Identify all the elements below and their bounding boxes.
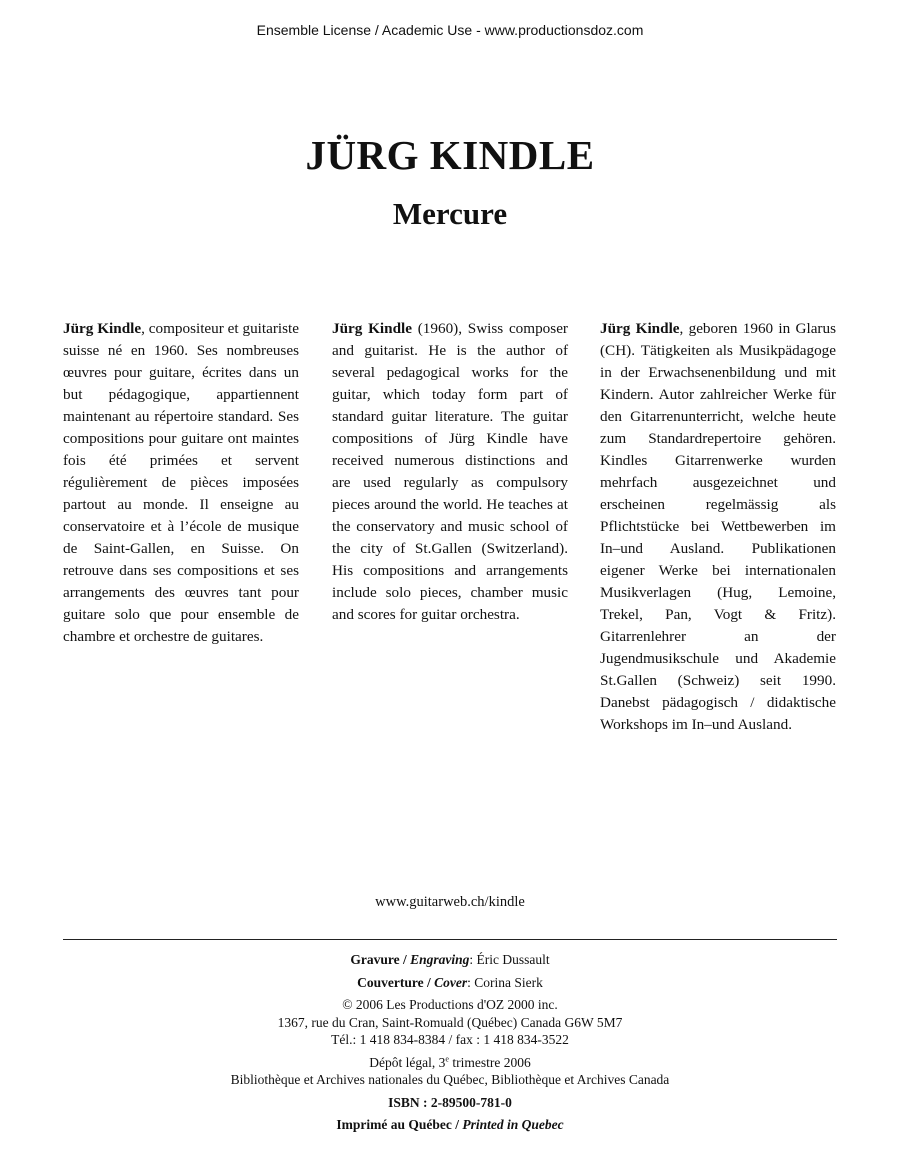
copyright-line: © 2006 Les Productions d'OZ 2000 inc. [342, 997, 558, 1012]
work-title: Mercure [392, 196, 508, 231]
biography-english [332, 318, 568, 626]
publisher-address: 1367, rue du Cran, Saint-Romuald (Québec) Canada G6W 5M7 [277, 1014, 623, 1030]
website-url: www.guitarweb.ch/kindle [375, 894, 525, 910]
legal-deposit: Dépôt légal, 3e trimestre 2006 [369, 1054, 531, 1070]
bio-name: Jürg Kindle [332, 320, 412, 337]
bio-text: (1960), Swiss composer and guitarist. He is the author of several pedagogical works for the guitar, which today form part of standard guitar literature. The guitar compositions of Jürg Kindle have received numerous distinctions and are used regularly as compulsory pieces around the world. He teaches at the conservatory and music school of the city of St.Gallen (Switzerland). His compositions and arrangements include solo pieces, chamber music and scores for guitar orchestra. [332, 320, 568, 623]
bio-text: , geboren 1960 in Glarus (CH). Tätigkeiten als Musikpädagoge in der Erwachsenenbildung und mit Kindern. Autor zahlreicher Werke für den Gitarrenunterricht, welche heute zum Standardrepertoire gehören. Kindles Gitarrenwerke wurden mehrfach ausgezeichnet und erscheinen regelmässig als Pflichtstücke bei Wettbewerben im In–und Ausland. Publikationen eigener Werke bei internationalen Musikverlagen (Hug, Lemoine, Trekel, Pan, Vogt & Fritz). Gitarrenlehrer an der Jugendmusikschule und Akademie St.Gallen (Schweiz) seit 1990. Danebst pädagogisch / didaktische Workshops im In–und Ausland. [600, 320, 836, 733]
printed-in: Imprimé au Québec / Printed in Quebec [336, 1117, 564, 1132]
bio-text: , compositeur et guitariste suisse né en 1960. Ses nombreuses œuvres pour guitare, écrites dans un but pédagogique, appartiennent maintenant au répertoire standard. Ses compositions pour guitare ont maintes fois été primées et servent régulièrement de pièces imposées partout au monde. Il enseigne au conservatoire et à l’école de musique de Saint-Gallen, en Suisse. On retrouve dans ses compositions et ses arrangements des œuvres tant pour guitare solo que pour ensemble de chambre et orchestre de guitares. [63, 320, 299, 645]
publication-credits [0, 951, 900, 1134]
library-archives: Bibliothèque et Archives nationales du Québec, Bibliothèque et Archives Canada [230, 1072, 670, 1087]
biography-french [63, 318, 299, 648]
bio-name: Jürg Kindle [600, 320, 680, 337]
cover-credit: Couverture / Cover: Corina Sierk [357, 974, 543, 990]
publisher-phone: Tél.: 1 418 834-8384 / fax : 1 418 834-3522 [331, 1032, 569, 1047]
bio-name: Jürg Kindle [63, 320, 142, 337]
footer-divider [63, 939, 837, 940]
engraving-credit: Gravure / Engraving: Éric Dussault [350, 952, 550, 967]
isbn: ISBN : 2-89500-781-0 [388, 1094, 512, 1110]
biography-german [600, 318, 836, 736]
license-notice: Ensemble License / Academic Use - www.productionsdoz.com [256, 22, 644, 38]
composer-name: JÜRG KINDLE [305, 132, 595, 178]
